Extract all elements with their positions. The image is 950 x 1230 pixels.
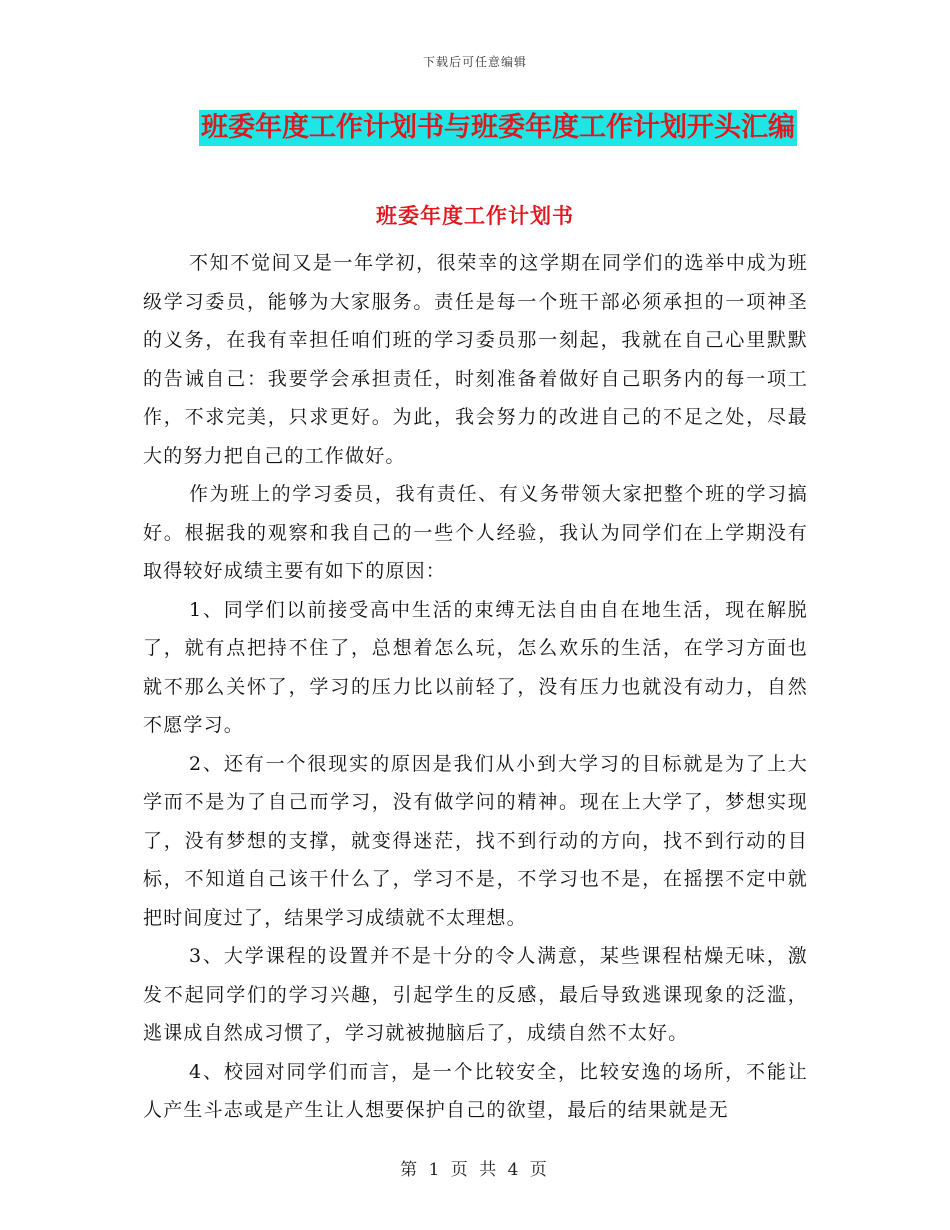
paragraph: 4、校园对同学们而言，是一个比较安全，比较安逸的场所，不能让人产生斗志或是产生让人想要保护自己的欲望，最后的结果就是无 bbox=[143, 1060, 808, 1121]
document-title-container bbox=[0, 110, 950, 146]
document-body bbox=[143, 244, 808, 1130]
document-title: 班委年度工作计划书与班委年度工作计划开头汇编 bbox=[199, 110, 797, 146]
paragraph: 不知不觉间又是一年学初，很荣幸的这学期在同学们的选举中成为班级学习委员，能够为大家服务。责任是每一个班干部必须承担的一项神圣的义务，在我有幸担任咱们班的学习委员那一刻起，我就在自己心里默默的告诫自己：我要学会承担责任，时刻准备着做好自己职务内的每一项工作，不求完美，只求更好。为此，我会努力的改进自己的不足之处，尽最大的努力把自己的工作做好。 bbox=[143, 252, 808, 467]
paragraph: 1、同学们以前接受高中生活的束缚无法自由自在地生活，现在解脱了，就有点把持不住了，总想着怎么玩，怎么欢乐的生活，在学习方面也就不那么关怀了，学习的压力比以前轻了，没有压力也就没有动力，自然不愿学习。 bbox=[143, 598, 808, 736]
paragraph: 2、还有一个很现实的原因是我们从小到大学习的目标就是为了上大学而不是为了自己而学习，没有做学问的精神。现在上大学了，梦想实现了，没有梦想的支撑，就变得迷茫，找不到行动的方向，找不到行动的目标，不知道自己该干什么了，学习不是，不学习也不是，在摇摆不定中就把时间度过了，结果学习成绩就不太理想。 bbox=[143, 752, 808, 929]
paragraph: 作为班上的学习委员，我有责任、有义务带领大家把整个班的学习搞好。根据我的观察和我自己的一些个人经验，我认为同学们在上学期没有取得较好成绩主要有如下的原因： bbox=[143, 483, 808, 582]
paragraph: 3、大学课程的设置并不是十分的令人满意，某些课程枯燥无味，激发不起同学们的学习兴趣，引起学生的反感，最后导致逃课现象的泛滥，逃课成自然成习惯了，学习就被抛脑后了，成绩自然不太好。 bbox=[143, 945, 808, 1044]
page-number: 第 1 页 共 4 页 bbox=[400, 1160, 550, 1180]
section-title: 班委年度工作计划书 bbox=[376, 203, 574, 228]
header-note: 下载后可任意编辑 bbox=[422, 55, 527, 69]
